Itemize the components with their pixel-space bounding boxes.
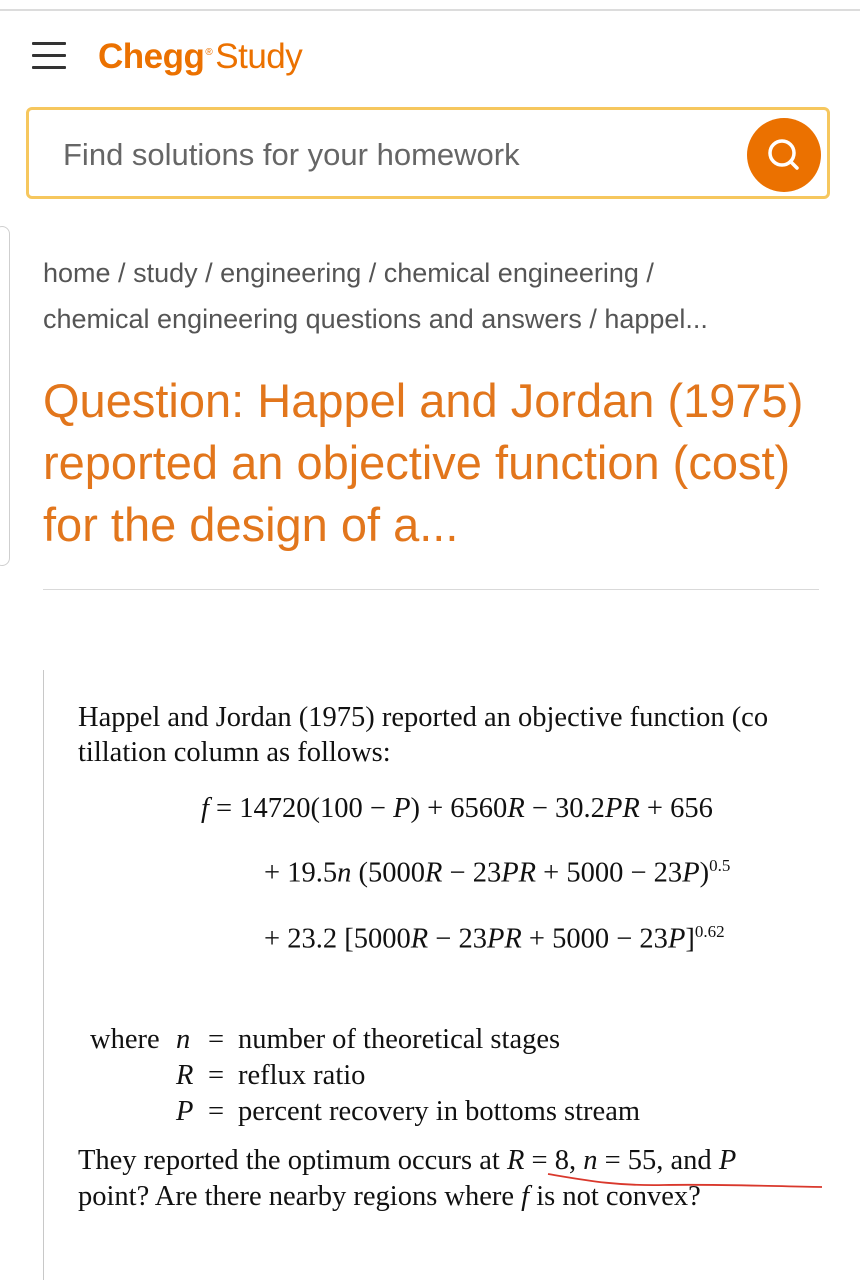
question-label: Question: xyxy=(43,374,245,427)
eq-var: f xyxy=(201,793,209,824)
breadcrumb-separator: / xyxy=(361,258,384,288)
breadcrumb-separator: / xyxy=(638,258,654,288)
definition-equals: = xyxy=(208,1060,225,1091)
breadcrumb-separator: / xyxy=(581,304,605,334)
divider xyxy=(43,589,819,590)
breadcrumb-home[interactable]: home xyxy=(43,258,111,288)
side-panel-edge xyxy=(0,226,10,566)
eq-var: R xyxy=(507,793,525,824)
definition-desc: percent recovery in bottoms stream xyxy=(238,1096,641,1127)
definition-var: P xyxy=(176,1096,194,1127)
eq-var: P xyxy=(667,923,686,955)
eq-var: R xyxy=(410,923,429,955)
question-title xyxy=(43,370,833,556)
text-run: They reported the optimum occurs at xyxy=(78,1145,507,1176)
breadcrumb xyxy=(43,250,823,342)
text-run: is not convex? xyxy=(529,1181,701,1212)
breadcrumb-separator: / xyxy=(110,258,134,288)
definition-var: n xyxy=(176,1024,191,1055)
eq-var: R xyxy=(506,1145,525,1176)
equation-line-3 xyxy=(264,922,725,956)
eq-text: ) xyxy=(699,857,710,889)
eq-text: = 14720(100 − xyxy=(208,793,394,824)
registered-mark: ® xyxy=(205,47,213,59)
search-input[interactable] xyxy=(61,134,725,176)
eq-var: PR xyxy=(501,857,537,889)
breadcrumb-engineering[interactable]: engineering xyxy=(220,258,362,288)
breadcrumb-current: happel... xyxy=(604,304,708,334)
chegg-study-logo[interactable] xyxy=(98,37,302,77)
eq-exponent: 0.5 xyxy=(709,856,731,875)
eq-text: + 5000 − 23 xyxy=(521,923,668,955)
hamburger-menu-icon[interactable] xyxy=(30,40,68,72)
eq-text: + 5000 − 23 xyxy=(536,857,683,889)
eq-text: (5000 xyxy=(351,857,425,889)
text-run: = 55, and xyxy=(597,1145,719,1176)
logo-product: Study xyxy=(215,37,303,76)
eq-var: P xyxy=(682,857,700,889)
eq-text: + 656 xyxy=(639,793,713,824)
breadcrumb-qa[interactable]: chemical engineering questions and answers xyxy=(43,304,582,334)
eq-var: n xyxy=(337,857,352,889)
eq-text: − 23 xyxy=(428,923,487,955)
top-border xyxy=(0,9,860,11)
definition-var: R xyxy=(176,1060,194,1091)
definition-desc: reflux ratio xyxy=(238,1060,366,1091)
eq-var: P xyxy=(393,793,411,824)
eq-var: n xyxy=(583,1145,598,1176)
definition-desc: number of theoretical stages xyxy=(238,1024,561,1055)
equation-line-1 xyxy=(201,793,713,825)
eq-var: P xyxy=(718,1145,737,1176)
text-run: = 8, xyxy=(524,1145,584,1176)
eq-text: ] xyxy=(685,923,695,955)
question-title-text: Happel and Jordan (1975) reported an objective function (cost) for the design of a... xyxy=(43,374,804,551)
eq-var: PR xyxy=(604,793,640,824)
text-run: point? Are there nearby regions where xyxy=(78,1181,522,1212)
question-image xyxy=(43,670,824,1280)
eq-text: + 19.5 xyxy=(264,857,338,889)
intro-line-2: tillation column as follows: xyxy=(78,737,391,768)
breadcrumb-study[interactable]: study xyxy=(133,258,198,288)
eq-var: PR xyxy=(486,923,522,955)
eq-text: − 23 xyxy=(442,857,502,889)
definition-equals: = xyxy=(208,1096,225,1127)
equation-line-2 xyxy=(264,856,730,890)
search-icon xyxy=(747,118,821,192)
where-label: where xyxy=(90,1024,160,1055)
intro-line-1: Happel and Jordan (1975) reported an objective function (co xyxy=(78,702,769,733)
eq-var: R xyxy=(424,857,443,889)
eq-var: f xyxy=(521,1181,530,1212)
eq-text: ) + 6560 xyxy=(410,793,508,824)
search-button[interactable] xyxy=(747,118,821,192)
eq-text: + 23.2 [5000 xyxy=(264,923,411,955)
eq-exponent: 0.62 xyxy=(694,922,725,941)
logo-brand: Chegg xyxy=(98,37,205,76)
search-bar xyxy=(26,107,830,199)
definition-equals: = xyxy=(208,1024,225,1055)
breadcrumb-chemical-engineering[interactable]: chemical engineering xyxy=(383,258,639,288)
red-underline-annotation xyxy=(544,1170,824,1200)
eq-text: − 30.2 xyxy=(524,793,605,824)
breadcrumb-separator: / xyxy=(197,258,221,288)
